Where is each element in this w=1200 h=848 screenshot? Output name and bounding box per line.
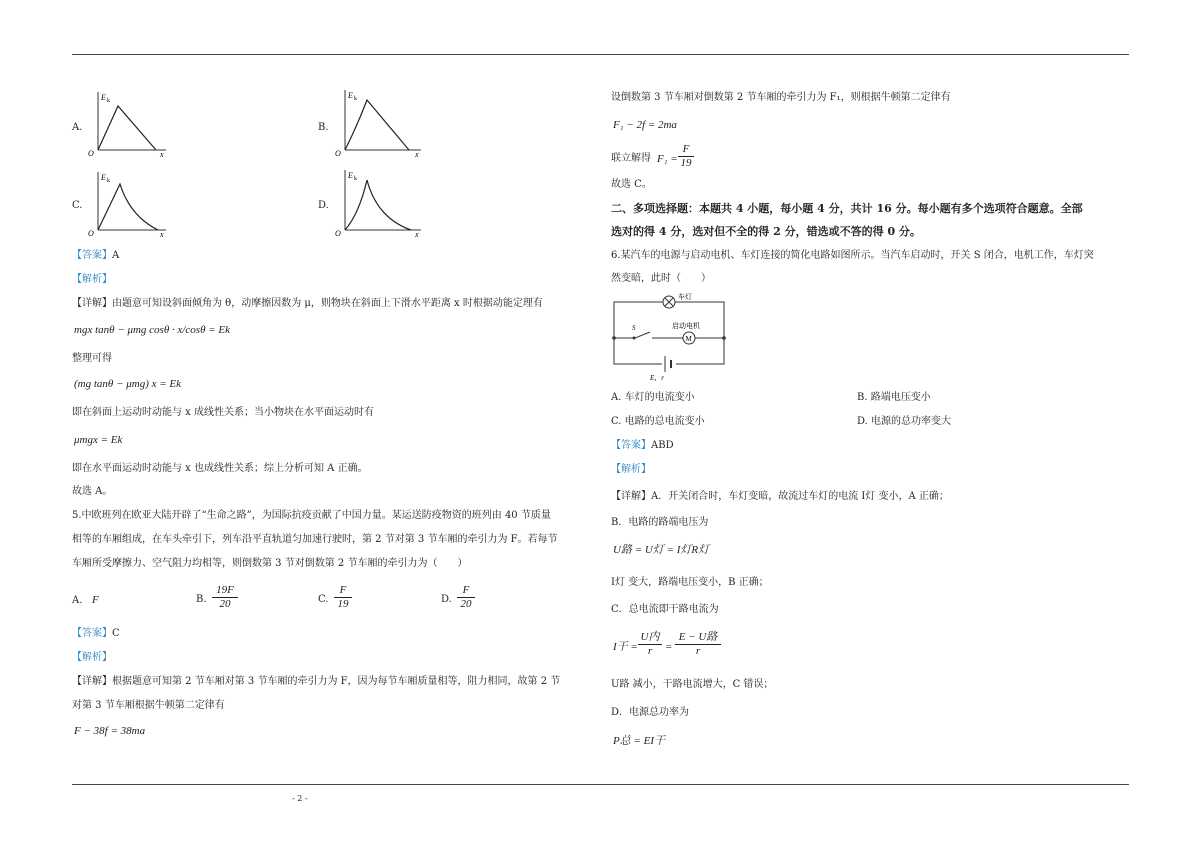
footer-rule [72, 784, 1129, 785]
svg-text:x: x [415, 150, 419, 158]
q4-eq3: μmgx = Ek [74, 434, 123, 446]
svg-text:启动电机: 启动电机 [672, 322, 700, 330]
q4-detail: 【详解】由题意可知设斜面倾角为 θ，动摩擦因数为 μ，则物块在斜面上下滑水平距离 x 时根据动能定理有 [72, 298, 543, 309]
q4-line2: 即在水平面运动时动能与 x 也成线性关系；综上分析可知 A 正确。 [72, 463, 368, 474]
q5-option-d-frac: $\frac{F}{20}$ [457, 584, 475, 611]
q5-option-b-frac: $\frac{19F}{20}$ [212, 584, 238, 611]
svg-text:x: x [160, 230, 164, 238]
graph-a-ek: E [101, 93, 106, 102]
q6-b-title: B．电路的路端电压为 [611, 517, 709, 528]
q5-option-d-label: D. [441, 594, 452, 605]
q6-option-b: B. 路端电压变小 [857, 392, 931, 403]
option-a-label: A. [72, 122, 83, 133]
q6-option-c: C. 电路的总电流变小 [611, 416, 705, 427]
q5-eq3-frac: $\frac{F}{19}$ [678, 143, 694, 170]
q4-arrange: 整理可得 [72, 353, 112, 364]
page-number: - 2 - [292, 794, 308, 803]
svg-text:k: k [354, 96, 357, 102]
q5-analysis-tag: 【解析】 [72, 652, 112, 663]
q6-d-title: D．电源总功率为 [611, 707, 690, 718]
q5-eq1: F − 38f = 38ma [74, 725, 146, 737]
option-b-label: B. [318, 122, 329, 133]
graph-a [86, 88, 168, 158]
q5-stem-2: 相等的车厢组成，在车头牵引下，列车沿平直轨道匀加速行驶时，第 2 节对第 3 节车厢的牵引力为 F。若每节 [72, 534, 558, 545]
option-d-label: D. [318, 200, 329, 211]
q6-analysis-tag: 【解析】 [611, 464, 651, 475]
section2-line-1: 二、多项选择题：本题共 4 小题，每小题 4 分，共计 16 分。每小题有多个选项符合题意。全部 [611, 202, 1083, 215]
svg-text:O: O [335, 229, 341, 238]
option-c-label: C. [72, 200, 83, 211]
svg-text:车灯: 车灯 [678, 293, 692, 301]
q5-answer: 【答案】C [72, 628, 120, 639]
svg-text:x: x [415, 230, 419, 238]
q4-answer: 【答案】A [72, 250, 120, 261]
q6-c-eq-mid: = [665, 641, 673, 653]
svg-text:E: E [101, 173, 106, 182]
q6-c-text: U路 减小，干路电流增大，C 错误； [611, 679, 774, 690]
svg-text:E，r: E，r [650, 374, 664, 382]
svg-text:k: k [107, 98, 110, 104]
q5-option-c-frac: $\frac{F}{19}$ [334, 584, 352, 611]
q4-line1: 即在斜面上运动时动能与 x 成线性关系；当小物块在水平面运动时有 [72, 407, 374, 418]
svg-text:k: k [354, 176, 357, 182]
svg-text:O: O [88, 229, 94, 238]
q4-analysis-tag: 【解析】 [72, 274, 112, 285]
q5-detail-2: 对第 3 节车厢根据牛顿第二定律有 [72, 700, 225, 711]
circuit-diagram [610, 290, 730, 382]
svg-text:E: E [348, 171, 353, 180]
svg-text:x: x [160, 150, 164, 158]
q5-stem-3: 车厢所受摩擦力、空气阻力均相等，则倒数第 3 节对倒数第 2 节车厢的牵引力为（ ） [72, 558, 468, 569]
q6-b-eq: U路 = U灯 = I灯R灯 [613, 544, 710, 556]
q4-eq2: (mg tanθ − μmg) x = Ek [74, 378, 182, 390]
q5-option-c-label: C. [318, 594, 329, 605]
svg-text:O: O [335, 149, 341, 158]
header-rule [72, 54, 1129, 55]
q6-d-eq: P总 = EI干 [613, 735, 666, 747]
q5-solve: 联立解得 [611, 153, 651, 164]
q5-eq3-lhs: F₁ = [657, 153, 678, 165]
q5-right-1: 设倒数第 3 节车厢对倒数第 2 节车厢的牵引力为 F₁，则根据牛顿第二定律有 [611, 92, 951, 103]
q6-b-text: I灯 变大，路端电压变小，B 正确； [611, 577, 769, 588]
q4-conclude: 故选 A。 [72, 486, 113, 497]
svg-text:M: M [685, 335, 692, 343]
svg-text:k: k [107, 178, 110, 184]
q5-option-b-label: B. [196, 594, 207, 605]
q5-eq2: F₁ − 2f = 2ma [613, 119, 677, 131]
q5-option-a: A. F [72, 594, 99, 606]
graph-d [333, 166, 423, 238]
q5-conclude: 故选 C。 [611, 179, 652, 190]
q6-detail-a: 【详解】A．开关闭合时，车灯变暗，故流过车灯的电流 I灯 变小，A 正确； [611, 491, 949, 502]
graph-b [333, 86, 423, 158]
q6-c-title: C．总电流即干路电流为 [611, 604, 719, 615]
section2-line-2: 选对的得 4 分，选对但不全的得 2 分，错选或不答的得 0 分。 [611, 225, 921, 238]
q6-option-d: D. 电源的总功率变大 [857, 416, 952, 427]
q6-c-eq-frac-1: U内 r [638, 631, 662, 658]
q6-answer: 【答案】ABD [611, 440, 674, 451]
q5-detail-1: 【详解】根据题意可知第 2 节车厢对第 3 节车厢的牵引力为 F，因为每节车厢质量相等，阻力相同，故第 2 节 [72, 676, 561, 687]
svg-text:E: E [348, 91, 353, 100]
graph-c [86, 168, 168, 238]
svg-text:O: O [88, 149, 94, 158]
q5-stem-1: 5.中欧班列在欧亚大陆开辟了“生命之路”，为国际抗疫贡献了中国力量。某运送防疫物资的班列由 40 节质量 [72, 510, 551, 521]
q6-option-a: A. 车灯的电流变小 [611, 392, 695, 403]
q4-eq1: mgx tanθ − μmg cosθ · x/cosθ = Ek [74, 324, 231, 336]
q6-stem-1: 6.某汽车的电源与启动电机、车灯连接的简化电路如图所示。当汽车启动时，开关 S 闭合，电机工作，车灯突 [611, 250, 1094, 261]
q6-c-eq-frac-2: E − U路 r [675, 631, 721, 658]
svg-text:S: S [632, 324, 636, 332]
q6-stem-2: 然变暗，此时（ ） [611, 273, 711, 284]
q6-c-eq-lhs: I干 = [613, 641, 638, 653]
